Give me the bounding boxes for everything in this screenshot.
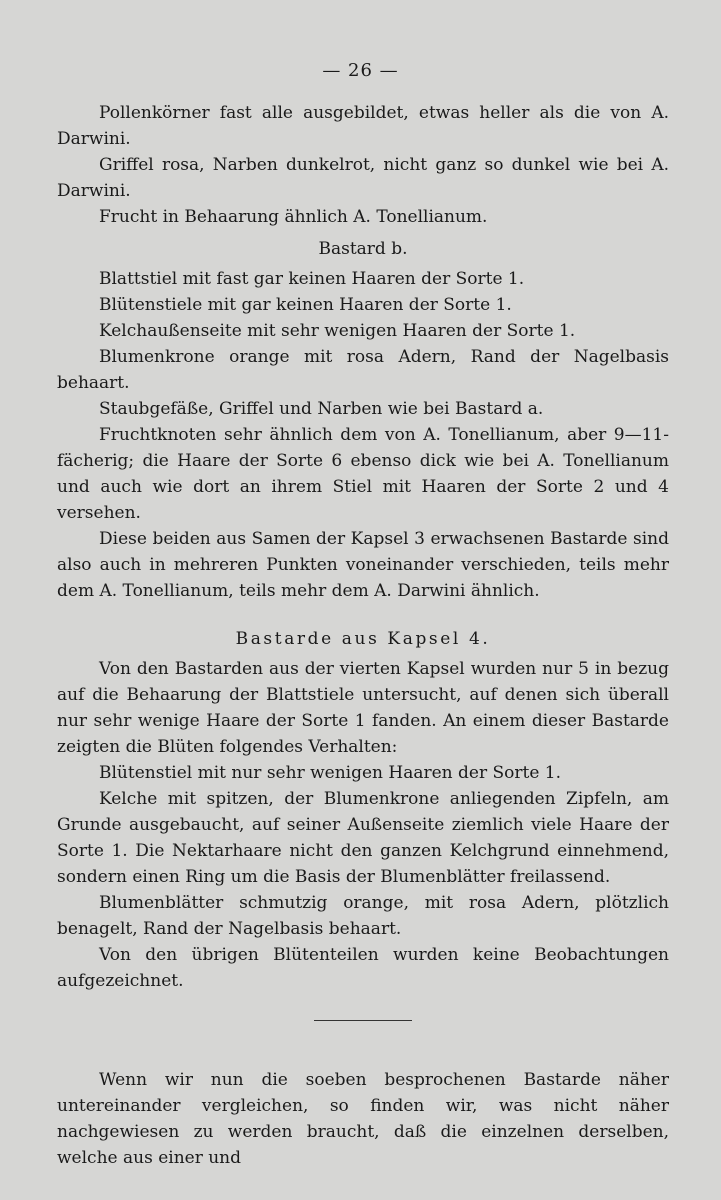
paragraph: Diese beiden aus Samen der Kapsel 3 erwachsenen Bastarde sind also auch in mehreren Punkten voneinander verschieden, teils mehr dem A. Tonellianum, teils mehr dem A. Darwini ähnlich. (57, 529, 669, 601)
section-heading-kapsel-4: Bastarde aus Kapsel 4. (235, 629, 491, 649)
paragraph: Blumenblätter schmutzig orange, mit rosa Adern, plötzlich benagelt, Rand der Nagelbasis behaart. (57, 893, 669, 939)
paragraph: Blattstiel mit fast gar keinen Haaren der Sorte 1. (99, 269, 525, 289)
paragraph: Von den übrigen Blütenteilen wurden keine Beobachtungen aufgezeichnet. (57, 945, 669, 991)
paragraph: Blütenstiele mit gar keinen Haaren der Sorte 1. (99, 295, 512, 315)
paragraph: Staubgefäße, Griffel und Narben wie bei Bastard a. (99, 399, 544, 419)
paragraph: Von den Bastarden aus der vierten Kapsel wurden nur 5 in bezug auf die Behaarung der Blattstiele untersucht, auf denen sich überall nur sehr wenige Haare der Sorte 1 fanden. An einem dieser Bastarde zeigten die Blüten folgendes Verhalten: (57, 659, 669, 757)
section-divider (314, 1020, 412, 1021)
page-number: — 26 — (322, 60, 399, 81)
paragraph: Pollenkörner fast alle ausgebildet, etwas heller als die von A. Darwini. (57, 103, 669, 149)
section-heading-bastard-b: Bastard b. (318, 239, 408, 259)
paragraph: Griffel rosa, Narben dunkelrot, nicht ganz so dunkel wie bei A. Darwini. (57, 155, 669, 201)
paragraph: Blumenkrone orange mit rosa Adern, Rand der Nagelbasis behaart. (57, 347, 669, 393)
page-content (57, 100, 669, 1171)
paragraph: Blütenstiel mit nur sehr wenigen Haaren der Sorte 1. (99, 763, 562, 783)
paragraph: Fruchtknoten sehr ähnlich dem von A. Tonellianum, aber 9—11-fächerig; die Haare der Sorte 6 ebenso dick wie bei A. Tonellianum und auch wie dort an ihrem Stiel mit Haaren der Sorte 2 und 4 versehen. (57, 425, 669, 523)
paragraph: Wenn wir nun die soeben besprochenen Bastarde näher untereinander vergleichen, so finden wir, was nicht näher nachgewiesen zu werden braucht, daß die einzelnen derselben, welche aus einer und (57, 1070, 669, 1168)
paragraph: Kelchaußenseite mit sehr wenigen Haaren der Sorte 1. (99, 321, 576, 341)
paragraph: Frucht in Behaarung ähnlich A. Tonellianum. (99, 207, 488, 227)
paragraph: Kelche mit spitzen, der Blumenkrone anliegenden Zipfeln, am Grunde ausgebaucht, auf seiner Außenseite ziemlich viele Haare der Sorte 1. Die Nektarhaare nicht den ganzen Kelchgrund einnehmend, sondern einen Ring um die Basis der Blumenblätter freilassend. (57, 789, 669, 887)
